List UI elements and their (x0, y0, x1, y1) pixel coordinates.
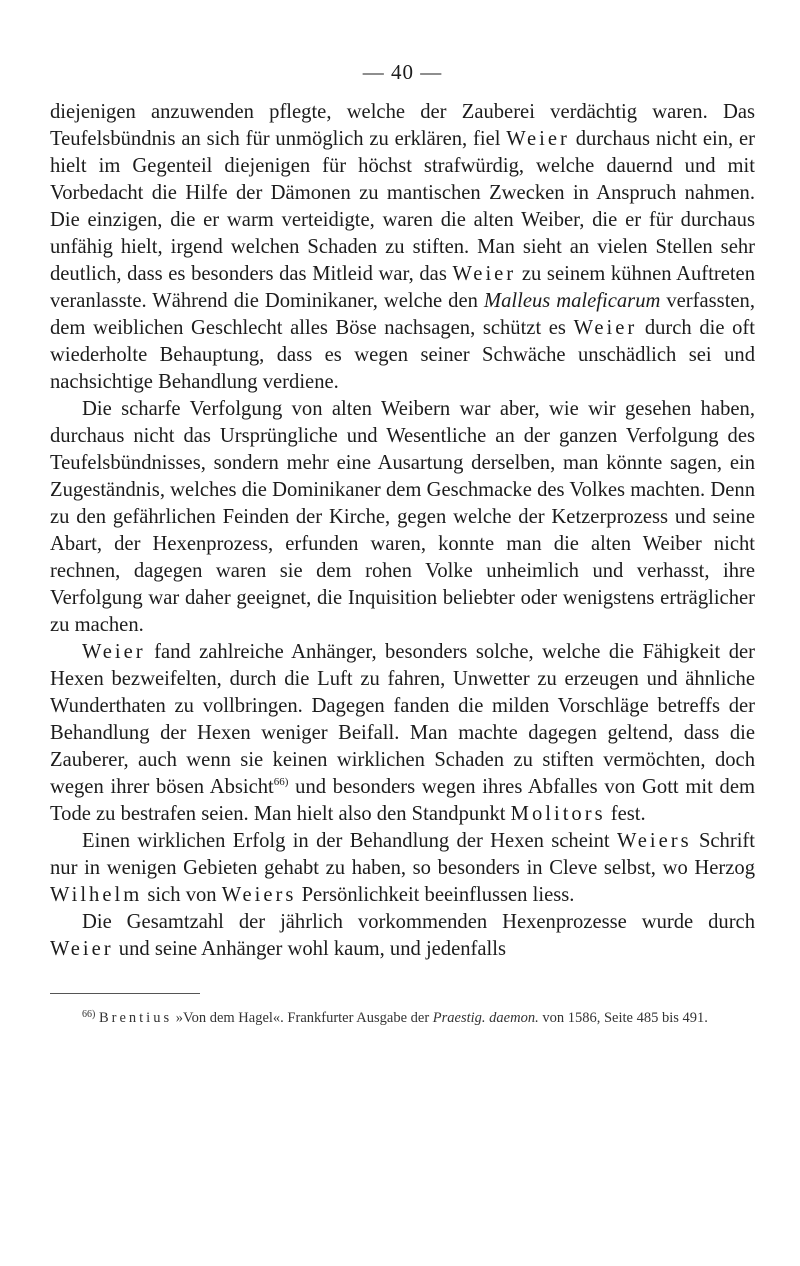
text-run: Die scharfe Verfolgung von alten Weibern war aber, wie wir gesehen haben, durchaus nicht das Ursprüngliche und Wesentliche an der ganzen Verfolgung des Teufelsbündnisses, sondern mehr eine Ausartung derselben, man könnte sagen, ein Zugeständnis, welches die Dominikaner dem Geschmacke des Volkes machten. Denn zu den gefährlichen Feinden der Kirche, gegen welche der Ketzerprozess und seine Abart, der Hexenprozess, erfunden waren, konnte man die alten Weiber nicht rechnen, dagegen waren sie dem rohen Volke unheimlich und verhasst, ihre Verfolgung war daher geeignet, die Inquisition beliebter oder wenigstens erträglicher zu machen. (50, 398, 755, 636)
italic-title: Malleus maleficarum (483, 290, 661, 312)
text-run: »Von dem Hagel«. Frankfurter Ausgabe der (172, 1010, 433, 1026)
text-run: sich von (142, 884, 222, 906)
text-run: zu seinem kühnen Auftreten veranlasste. Während die Dominikaner, welche den (50, 263, 755, 312)
spaced-name: Weier (50, 938, 114, 960)
text-run: Die Gesamtzahl der jährlich vorkommenden Hexenprozesse wurde durch (82, 911, 755, 933)
footnote-divider (50, 993, 200, 994)
text-run: und seine Anhänger wohl kaum, und jedenfalls (113, 938, 506, 960)
text-run: Einen wirklichen Erfolg in der Behandlung der Hexen scheint (82, 830, 617, 852)
text-run: fest. (605, 803, 646, 825)
text-run: Persönlichkeit beeinflussen liess. (296, 884, 575, 906)
spaced-name: Weiers (221, 884, 297, 906)
spaced-name: Wilhelm (50, 884, 143, 906)
text-run: durchaus nicht ein, er hielt im Gegenteil diejenigen für höchst strafwürdig, welche dauernd und mit Vorbedacht die Hilfe der Dämonen zu mantischen Zwecken in Anspruch nahmen. Die einzigen, die er warm verteidigte, waren die alten Weiber, die er für durchaus unfähig hielt, irgend welchen Schaden zu stiften. Man sieht an vielen Stellen sehr deutlich, dass es besonders das Mitleid war, das (50, 128, 755, 285)
text-run: diejenigen anzuwenden pflegte, welche der Zauberei verdächtig waren. Das Teufelsbündnis an sich für unmöglich zu erklären, fiel (50, 101, 755, 150)
page-number: — 40 — (362, 60, 443, 84)
text-run: durch die oft wiederholte Behauptung, dass es wegen seiner Schwäche unschädlich sei und nachsichtige Behandlung verdiene. (50, 317, 755, 393)
paragraph (50, 828, 755, 909)
italic-title: Praestig. daemon. (432, 1010, 539, 1026)
paragraph (50, 909, 755, 963)
text-run: Schrift nur in wenigen Gebieten gehabt zu haben, so besonders in Cleve selbst, wo Herzog (50, 830, 755, 879)
text-run: fand zahlreiche Anhänger, besonders solche, welche die Fähigkeit der Hexen bezweifelten, durch die Luft zu fahren, Unwetter zu erzeugen und ähnliche Wunderthaten zu vollbringen. Dagegen fanden die milden Vorschläge betreffs der Behandlung der Hexen weniger Beifall. Man machte dagegen geltend, dass die Zauberer, auch wenn sie keinen wirklichen Schaden zu stiften vermöchten, doch wegen ihrer bösen Absicht (50, 641, 755, 798)
spaced-name: Molitors (510, 803, 606, 825)
spaced-name: Weier (82, 641, 146, 663)
spaced-name: Weier (452, 263, 517, 285)
paragraph (50, 396, 755, 639)
spaced-name: Weier (573, 317, 638, 339)
footnote (50, 1004, 755, 1029)
text-run: verfassten, dem weiblichen Geschlecht alles Böse nachsagen, schützt es (50, 290, 756, 339)
book-page (50, 60, 755, 1029)
spaced-name: Weier (506, 128, 570, 150)
footnote-marker: 66) (82, 1009, 96, 1020)
body-text (50, 99, 755, 963)
footnote-text (99, 1010, 708, 1026)
paragraph (50, 639, 755, 828)
spaced-name: Weiers (616, 830, 692, 852)
text-run: und besonders wegen ihres Abfalles von Gott mit dem Tode zu bestrafen seien. Man hielt also den Standpunkt (50, 776, 755, 825)
footnote-reference: 66) (273, 776, 289, 788)
spaced-name: Brentius (98, 1010, 173, 1026)
text-run: von 1586, Seite 485 bis 491. (538, 1010, 708, 1026)
paragraph (50, 99, 755, 396)
